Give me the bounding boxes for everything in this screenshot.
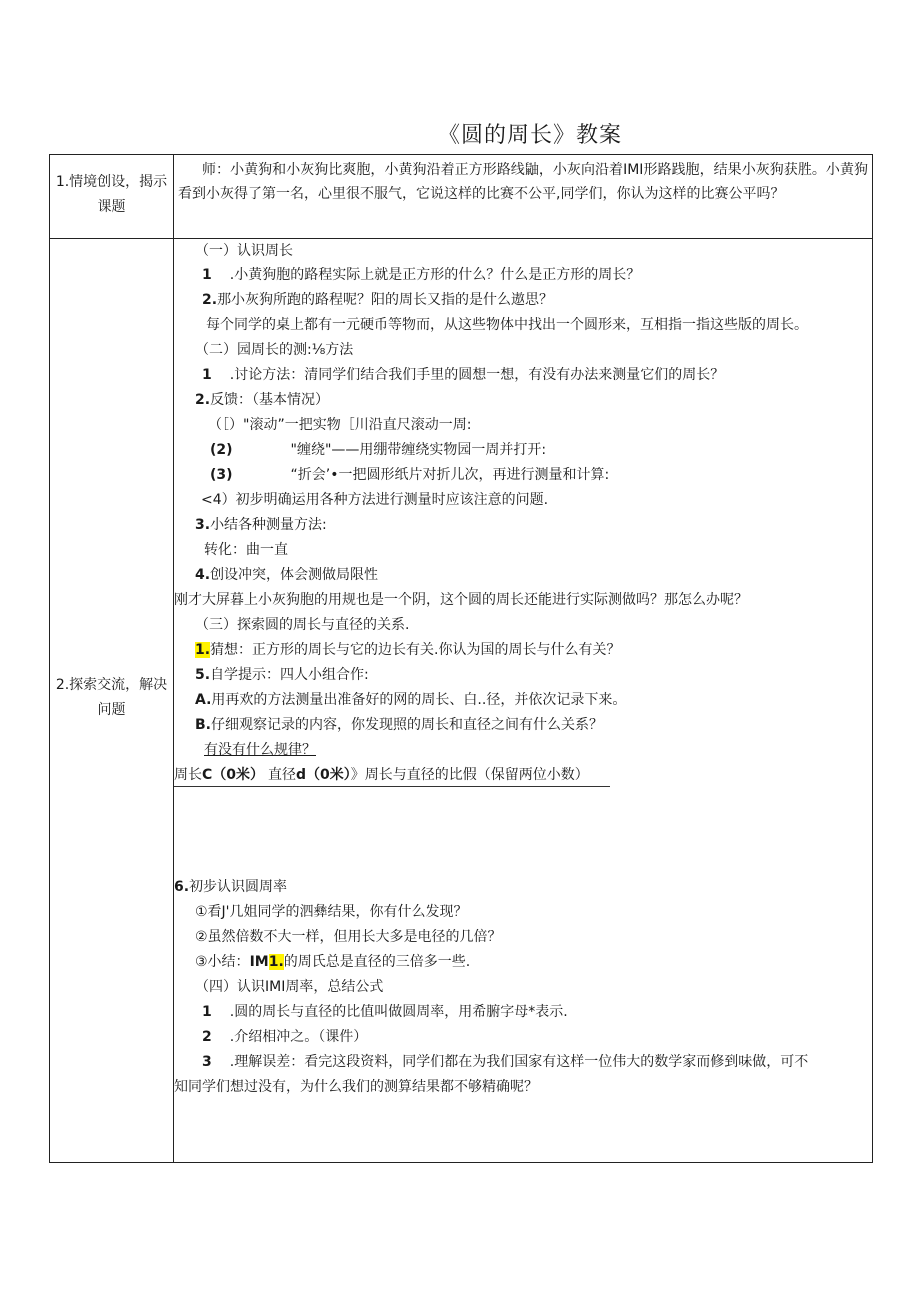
lesson-plan-table (49, 154, 873, 1163)
list-text: 仔细观察记录的内容，你发现照的周长和直径之间有什么关系？ (211, 717, 603, 733)
column-divider (173, 155, 174, 238)
section-heading: （四）认识IMI周率，总结公式 (195, 979, 384, 995)
list-item (195, 565, 378, 585)
paragraph (195, 952, 470, 972)
list-number: 4. (195, 567, 211, 583)
list-text: "缠绕"——用绷带缠绕实物园一周并打开: (290, 442, 547, 458)
list-text: 用再欢的方法测量出准备好的网的周长、白..径，并依次记录下来。 (211, 692, 627, 708)
list-text: .理解误差：看完这段资料，同学们都在为我们国家有这样一位伟大的数学家而修到味做，可不 (229, 1054, 809, 1070)
list-text: .圆的周长与直径的比值叫做圆周率，用希腑字母*表示. (229, 1004, 568, 1020)
table-header-line (174, 765, 610, 787)
list-number: 2. (195, 392, 211, 408)
list-text: ③小结： (195, 954, 250, 970)
list-text: .小黄狗胞的路程实际上就是正方形的什么？什么是正方形的周长？ (229, 267, 641, 283)
list-item (202, 1052, 808, 1072)
list-item (195, 515, 327, 535)
list-item (202, 290, 553, 310)
header-label: C（0米） (202, 767, 265, 783)
row-1-label: 1.情境创设，揭示课题 (55, 174, 168, 215)
list-text: “折会’•一把圆形纸片对折儿次，再进行测量和计算: (290, 467, 610, 483)
list-number: 1 (202, 1004, 212, 1020)
list-number: 1 (202, 267, 212, 283)
list-item (195, 715, 603, 735)
sub-item: （［）"滚动”一把实物［川沿直尺滚动一周: (208, 417, 472, 433)
list-item (174, 877, 287, 897)
list-item (202, 1027, 367, 1047)
list-item (202, 1002, 568, 1022)
header-label: 直径 (268, 767, 297, 783)
column-divider (173, 239, 174, 1162)
list-number: 3 (202, 1054, 212, 1070)
list-number: A. (195, 692, 212, 708)
list-item (195, 665, 369, 685)
list-number: (3) (210, 467, 233, 483)
row-2-label: 2.探索交流，解决问题 (55, 677, 168, 718)
list-text: 创设冲突，体会测做局限性 (210, 567, 379, 583)
page-title: 《圆的周长》教案 (437, 123, 622, 148)
list-text: 自学提示：四人小组合作: (210, 667, 369, 683)
list-number: 1 (202, 367, 212, 383)
list-text: 猜想：正方形的周长与它的边长有关.你认为国的周长与什么有关？ (210, 642, 621, 658)
list-number: 2. (202, 292, 218, 308)
section-heading: （一）认识周长 (195, 243, 293, 259)
paragraph: 有没有什么规律？ (204, 742, 316, 758)
sub-item: <4）初步明确运用各种方法进行测量时应该注意的问题. (201, 492, 549, 508)
list-number: 6. (174, 879, 190, 895)
list-number: (2) (210, 442, 233, 458)
paragraph: 知同学们想过没有，为什么我们的测算结果都不够精确呢？ (174, 1079, 538, 1095)
sub-item (210, 465, 609, 485)
paragraph: ②虽然倍数不大一样，但用长大多是电径的几倍？ (195, 929, 502, 945)
list-text: 的周氏总是直径的三倍多一些. (283, 954, 471, 970)
list-text: 那小灰狗所跑的路程呢？阳的周长又指的是什么遨思？ (217, 292, 554, 308)
list-text: .讨论方法：清同学们结合我们手里的圆想一想，有没有办法来测量它们的周长？ (229, 367, 725, 383)
list-text: 1. (268, 954, 284, 970)
paragraph: 每个同学的桌上都有一元硬币等物而，从这些物体中找出一个圆形来，互相指一指这些版的周长。 (206, 317, 808, 333)
header-label: 》周长与直径的比假（保留两位小数） (350, 767, 589, 783)
list-text: .介绍相冲之。（课件） (229, 1029, 368, 1045)
header-label: 周长 (174, 767, 202, 783)
section-heading: （二）园周长的测:⅛方法 (195, 342, 354, 358)
list-number: 2 (202, 1029, 212, 1045)
list-text: 初步认识圆周率 (189, 879, 288, 895)
list-item (202, 365, 724, 385)
list-number: 3. (195, 517, 211, 533)
list-text: 反馈：（基本情况） (210, 392, 330, 408)
row-1-content: 师：小黄狗和小灰狗比爽胞，小黄狗沿着正方形路线鼬，小灰向沿着IMI形路践胞，结果小灰狗获胜。小黄狗看到小灰得了第一名，心里很不服气，它说这样的比赛不公平,同学们，你认为这样的比赛公平吗？ (178, 162, 868, 202)
paragraph: 转化：曲一直 (204, 542, 288, 558)
header-label: d（0米） (296, 767, 351, 783)
list-item (195, 690, 626, 710)
list-text: IM (249, 954, 269, 970)
list-number: 1. (195, 642, 211, 658)
paragraph: 刚才大屏暮上小灰狗胞的用规也是一个阴，这个圆的周长还能进行实际测做吗？那怎么办呢？ (174, 592, 748, 608)
table-row-1 (50, 155, 872, 239)
list-number: 5. (195, 667, 211, 683)
sub-item (210, 440, 546, 460)
list-item (195, 390, 329, 410)
list-item (195, 640, 621, 660)
table-row-2 (50, 239, 872, 1162)
paragraph: ①看J'几姐同学的泗彝结果，你有什么发现？ (195, 904, 468, 920)
list-text: 小结各种测量方法: (210, 517, 327, 533)
section-heading: （三）探索圆的周长与直径的关系. (195, 617, 410, 633)
list-item (202, 265, 640, 285)
list-number: B. (195, 717, 211, 733)
